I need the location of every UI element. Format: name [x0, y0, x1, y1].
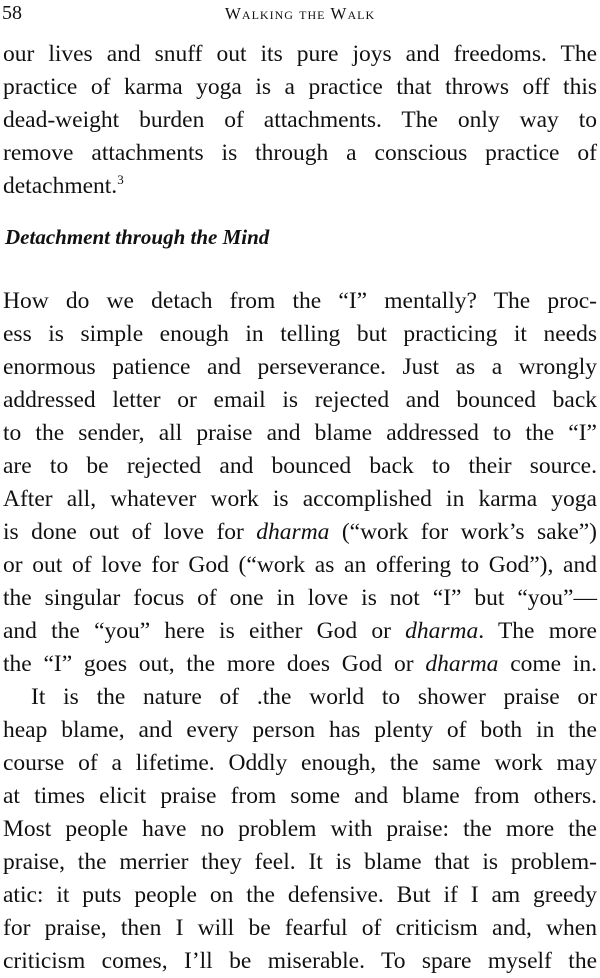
text-line: How do we detach from the “I” mentally? The proc-: [3, 288, 597, 314]
section-heading: Detachment through the Mind: [5, 225, 270, 249]
text-fragment: and the “you” here is either God or: [3, 618, 406, 644]
text-line: atic: it puts people on the defensive. But if I am greedy: [3, 882, 597, 908]
text-line: ess is simple enough in telling but practicing it needs: [3, 321, 597, 347]
page-number: 58: [2, 2, 22, 24]
text-line: remove attachments is through a conscious practice of: [3, 140, 597, 166]
italic-term: dharma: [425, 651, 499, 677]
running-head: Walking the Walk: [224, 4, 376, 23]
text-line: dead-weight burden of attachments. The only way to: [3, 107, 597, 133]
text-line: are to be rejected and bounced back to their source.: [3, 453, 597, 479]
text-line: practice of karma yoga is a practice that throws off this: [3, 74, 597, 100]
text-line: It is the nature of .the world to shower praise or: [31, 684, 597, 710]
text-line: enormous patience and perseverance. Just as a wrongly: [3, 354, 597, 380]
italic-term: dharma: [256, 519, 330, 545]
text-fragment: is done out of love for: [3, 519, 257, 545]
text-fragment: come in.: [498, 651, 597, 677]
page-header: [0, 2, 600, 30]
text-fragment: . The more: [478, 618, 597, 644]
text-line: [3, 615, 597, 648]
text-line: to the sender, all praise and blame addressed to the “I”: [3, 420, 597, 446]
text-line: course of a lifetime. Oddly enough, the same work may: [3, 750, 597, 776]
text-line: Most people have no problem with praise: the more the: [3, 816, 597, 842]
text-line: or out of love for God (“work as an offering to God”), and: [3, 552, 597, 578]
text-line: heap blame, and every person has plenty of both in the: [3, 717, 597, 743]
text-fragment: detachment.: [3, 173, 118, 199]
footnote-reference: 3: [117, 172, 124, 188]
text-line-last: [3, 170, 597, 203]
text-line: our lives and snuff out its pure joys and freedoms. The: [3, 41, 597, 67]
text-line: [3, 516, 597, 549]
italic-term: dharma: [405, 618, 479, 644]
text-line: After all, whatever work is accomplished in karma yoga: [3, 486, 597, 512]
text-line: for praise, then I will be fearful of criticism and, when: [3, 915, 597, 941]
text-line: the singular focus of one in love is not “I” but “you”—: [3, 585, 597, 611]
text-fragment: the “I” goes out, the more does God or: [3, 651, 426, 677]
paragraph-detachment: [3, 285, 597, 681]
text-line: [3, 648, 597, 681]
text-line: praise, the merrier they feel. It is blame that is problem-: [3, 849, 597, 875]
text-line: criticism comes, I’ll be miserable. To spare myself the: [3, 948, 597, 974]
paragraph-praise-blame: [3, 681, 597, 978]
text-line: at times elicit praise from some and blame from others.: [3, 783, 597, 809]
text-fragment: (“work for work’s sake”): [329, 519, 598, 545]
text-line: addressed letter or email is rejected and bounced back: [3, 387, 597, 413]
continued-paragraph: [3, 38, 597, 203]
